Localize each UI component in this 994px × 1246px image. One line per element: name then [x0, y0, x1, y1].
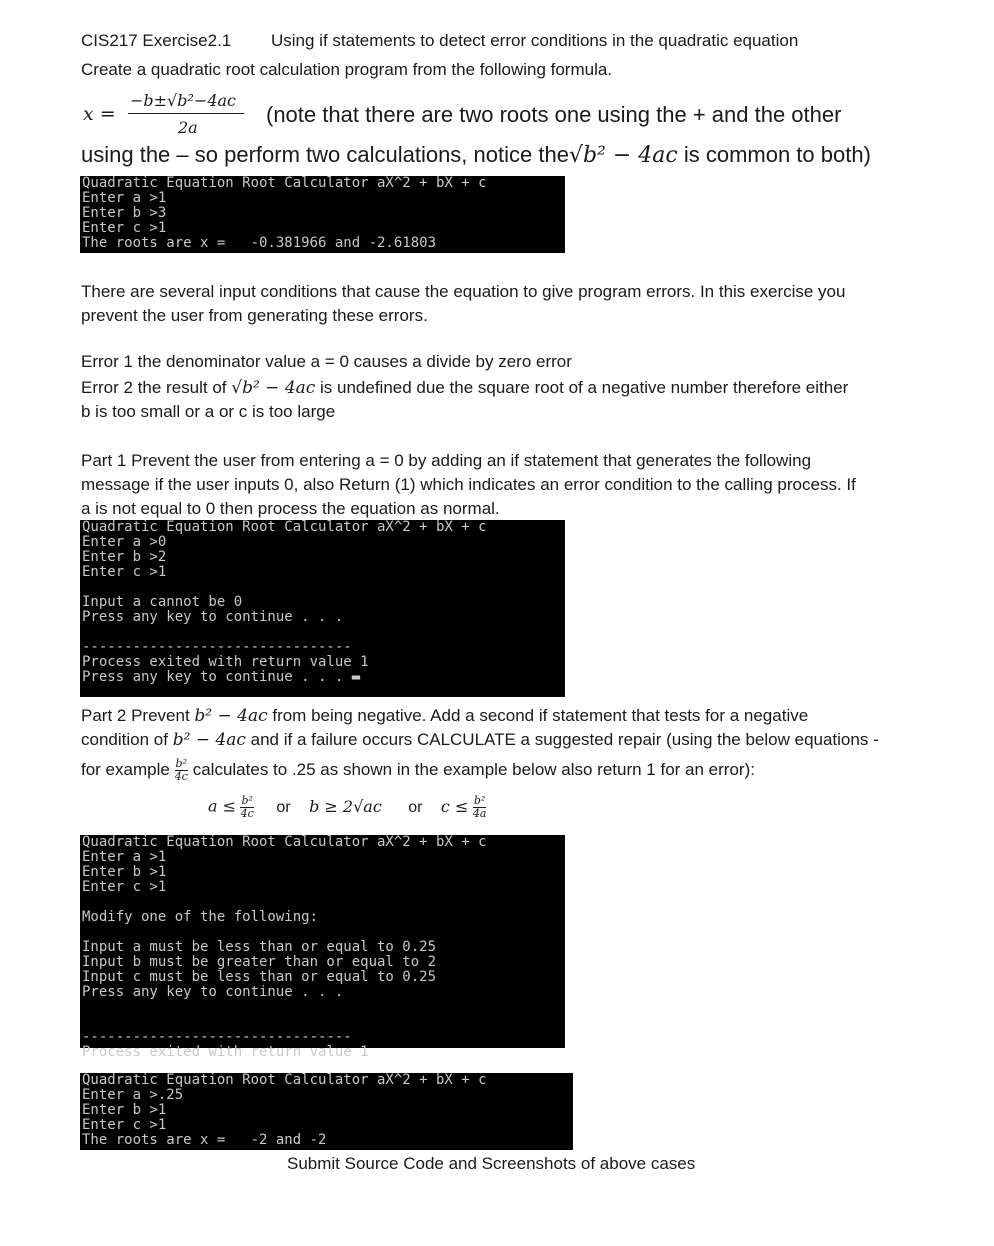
part-2-instructions: Part 2 Prevent b² − 4ac from being negative. Add a second if statement that tests for a negative condition of b² − 4ac and if a failure occurs CALCULATE a suggested repair (using the below equations - for example $\frac{\text{b²}}{4c}$ calculates to .25 as shown in the example below also return 1 for an error): — [81, 706, 879, 784]
console-line: Input b must be greater than or equal to 2 — [82, 954, 437, 970]
console-line: Quadratic Equation Root Calculator aX^2 + bX + c — [82, 519, 487, 535]
formula-note-line1: (note that there are two roots one using the + and the other — [266, 102, 842, 127]
console-output-negative-discriminant — [80, 834, 565, 1060]
exercise-topic: Using if statements to detect error conditions in the quadratic equation — [271, 31, 799, 50]
console-line: Enter b >1 — [82, 1102, 167, 1118]
console-output-repaired — [80, 1073, 573, 1150]
formula-denominator: 2a — [178, 118, 198, 137]
console-line — [82, 925, 565, 940]
console-line: The roots are x = -2 and -2 — [82, 1132, 327, 1148]
console-line: Enter b >2 — [82, 549, 167, 565]
console-line — [82, 895, 565, 910]
console-output-normal — [80, 176, 565, 253]
console-line: Modify one of the following: — [82, 909, 319, 925]
console-line: Press any key to continue . . . — [82, 984, 344, 1000]
console-line — [82, 1015, 565, 1030]
console-line: Input a cannot be 0 — [82, 594, 243, 610]
console-line: Enter a >0 — [82, 534, 167, 550]
console-line: Enter c >1 — [82, 220, 167, 236]
console-line: Quadratic Equation Root Calculator aX^2 + bX + c — [82, 175, 487, 191]
error-2-text: Error 2 the result of √b² − 4ac is undefined due the square root of a negative number therefore either b is too small or a or c is too large — [81, 378, 849, 421]
console-line: Enter a >1 — [82, 190, 167, 206]
console-line: The roots are x = -0.381966 and -2.61803 — [82, 235, 437, 251]
console-line: Enter c >1 — [82, 879, 167, 895]
console-line: Input c must be less than or equal to 0.25 — [82, 969, 437, 985]
console-line: Enter b >1 — [82, 864, 167, 880]
console-line: Quadratic Equation Root Calculator aX^2 + bX + c — [82, 1072, 487, 1088]
console-line: Enter a >.25 — [82, 1087, 184, 1103]
console-line: Enter a >1 — [82, 849, 167, 865]
intro-text: Create a quadratic root calculation program from the following formula. — [81, 60, 613, 79]
errors-intro: There are several input conditions that cause the equation to give program errors. In this exercise you prevent the user from generating these errors. — [81, 282, 846, 325]
console-line: Enter c >1 — [82, 1117, 167, 1133]
console-line — [82, 625, 565, 640]
example-fraction: $\frac{\text{b²}}{4c}$ — [174, 757, 188, 784]
error-1-text: Error 1 the denominator value a = 0 causes a divide by zero error — [81, 352, 572, 371]
console-line — [82, 1000, 565, 1015]
formula-lhs: x = — [83, 103, 116, 125]
console-output-a-zero — [80, 520, 565, 697]
console-line — [82, 580, 565, 595]
formula-numerator: −b±√b²−4ac — [130, 91, 236, 110]
console-line: -------------------------------- — [82, 1029, 352, 1045]
formula-fraction-bar — [128, 113, 244, 114]
console-line: Input a must be less than or equal to 0.25 — [82, 939, 437, 955]
console-line: Process exited with return value 1 — [82, 1044, 369, 1060]
console-line: -------------------------------- — [82, 639, 352, 655]
console-line: Press any key to continue . . . ▬ — [82, 669, 361, 685]
console-line: Process exited with return value 1 — [82, 654, 369, 670]
console-line: Quadratic Equation Root Calculator aX^2 + bX + c — [82, 834, 487, 850]
console-line: Enter c >1 — [82, 564, 167, 580]
formula-note-line2: using the – so perform two calculations, notice the√b² − 4ac is common to both) — [81, 142, 871, 168]
submission-instructions: Submit Source Code and Screenshots of above cases — [287, 1154, 696, 1173]
console-line: Press any key to continue . . . — [82, 609, 344, 625]
exercise-id: CIS217 Exercise2.1 — [81, 31, 232, 50]
console-line: Enter b >3 — [82, 205, 167, 221]
repair-conditions: a ≤ $\frac{\text{b²}}{4c}$ or b ≥ 2√ac or c ≤ $\frac{\text{b²}}{4a}$ — [208, 794, 487, 820]
part-1-instructions: Part 1 Prevent the user from entering a = 0 by adding an if statement that generates the following message if the user inputs 0, also Return (1) which indicates an error condition to the calling process. If a is not equal to 0 then process the equation as normal. — [81, 451, 856, 518]
